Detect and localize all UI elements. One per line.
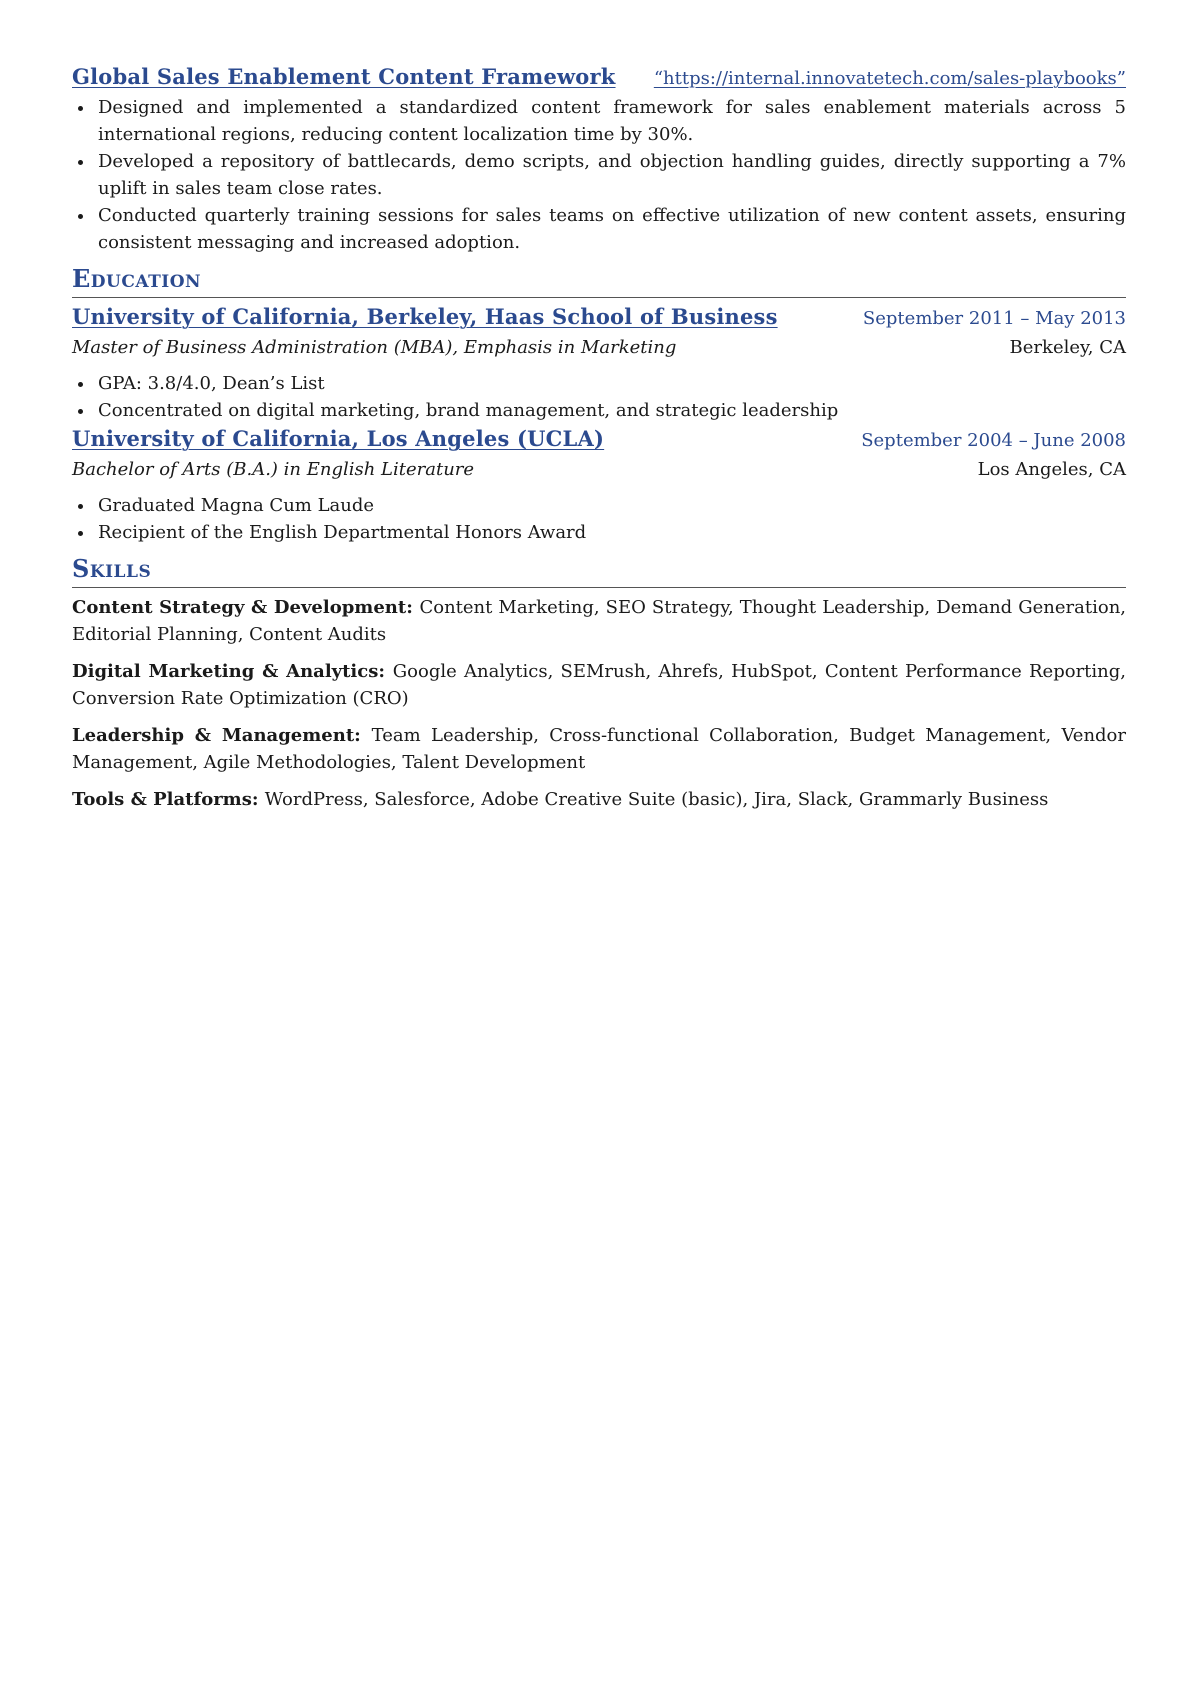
list-item: Graduated Magna Cum Laude [72,492,1126,519]
education-location: Los Angeles, CA [977,459,1126,480]
education-bullet-list [72,370,1126,424]
project-url-link[interactable]: “https://internal.innovatetech.com/sales-playbooks” [653,68,1126,89]
education-entry-header [72,302,1126,334]
resume-page [72,62,1126,813]
education-bullet-list [72,492,1126,546]
list-item: Developed a repository of battlecards, demo scripts, and objection handling guides, directly supporting a 7% uplift in sales team close rates. [72,148,1126,202]
list-item: Concentrated on digital marketing, brand management, and strategic leadership [72,397,1126,424]
project-title-link[interactable]: Global Sales Enablement Content Framework [72,64,616,89]
skill-values: Team Leadership, Cross-functional Collaboration, Budget Management, Vendor Management, Agile Methodologies, Talent Development [72,725,1126,773]
list-item: GPA: 3.8/4.0, Dean’s List [72,370,1126,397]
skill-category: Leadership & Management: [72,725,372,746]
list-item: Conducted quarterly training sessions for sales teams on effective utilization of new content assets, ensuring consistent messaging and increased adoption. [72,202,1126,256]
education-location: Berkeley, CA [1009,337,1126,358]
skill-category: Tools & Platforms: [72,789,265,810]
skill-category: Content Strategy & Development: [72,597,420,618]
education-entry [72,424,1126,546]
education-dates: September 2011 – May 2013 [862,308,1126,329]
skill-row [72,658,1126,712]
list-item: Recipient of the English Departmental Honors Award [72,519,1126,546]
skill-row [72,722,1126,776]
degree-title: Master of Business Administration (MBA), Emphasis in Marketing [72,337,677,358]
project-header [72,62,1126,94]
education-subline [72,456,1126,484]
skill-row [72,786,1126,813]
skills-heading: Skills [72,554,152,583]
education-dates: September 2004 – June 2008 [861,430,1126,451]
skills-section-header [72,554,1126,588]
education-subline [72,334,1126,362]
degree-title: Bachelor of Arts (B.A.) in English Literature [72,459,475,480]
skill-values: Google Analytics, SEMrush, Ahrefs, HubSpot, Content Performance Reporting, Conversion Rate Optimization (CRO) [72,661,1126,709]
skill-category: Digital Marketing & Analytics: [72,661,393,682]
education-entry-header [72,424,1126,456]
education-heading: Education [72,264,202,293]
project-bullet-list [72,94,1126,256]
skills-list [72,594,1126,813]
education-section-header [72,264,1126,298]
list-item: Designed and implemented a standardized content framework for sales enablement materials across 5 international regions, reducing content localization time by 30%. [72,94,1126,148]
skill-values: WordPress, Salesforce, Adobe Creative Suite (basic), Jira, Slack, Grammarly Business [264,789,1049,810]
education-entry [72,302,1126,424]
skill-row [72,594,1126,648]
school-name-link[interactable]: University of California, Los Angeles (UCLA) [72,426,605,451]
school-name-link[interactable]: University of California, Berkeley, Haas School of Business [72,304,778,329]
skill-values: Content Marketing, SEO Strategy, Thought Leadership, Demand Generation, Editorial Planning, Content Audits [72,597,1127,645]
project-entry [72,62,1126,256]
